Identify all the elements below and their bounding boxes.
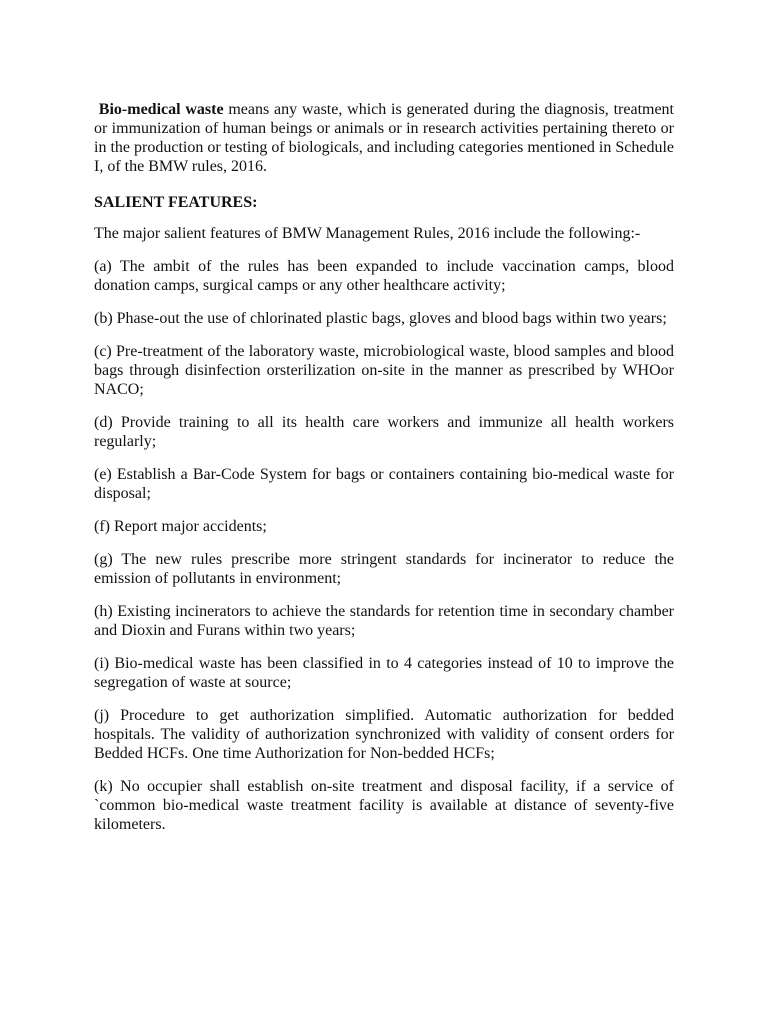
feature-item-c: (c) Pre-treatment of the laboratory waste, microbiological waste, blood samples and blood bags through disinfection orsterilization on-site in the manner as prescribed by WHOor NACO; <box>94 343 674 398</box>
feature-item-b: (b) Phase-out the use of chlorinated plastic bags, gloves and blood bags within two years; <box>94 310 667 327</box>
feature-item-j: (j) Procedure to get authorization simplified. Automatic authorization for bedded hospitals. The validity of authorization synchronized with validity of consent orders for Bedded HCFs. One time Authorization for Non-bedded HCFs; <box>94 707 674 762</box>
lead-paragraph: The major salient features of BMW Management Rules, 2016 include the following:- <box>94 225 641 242</box>
feature-item-f: (f) Report major accidents; <box>94 518 267 535</box>
feature-item-e: (e) Establish a Bar-Code System for bags or containers containing bio-medical waste for disposal; <box>94 466 674 502</box>
section-heading: SALIENT FEATURES: <box>94 194 258 211</box>
feature-item-a: (a) The ambit of the rules has been expanded to include vaccination camps, blood donation camps, surgical camps or any other healthcare activity; <box>94 258 674 294</box>
intro-text: means any waste, which is generated during the diagnosis, treatment or immunization of human beings or animals or in research activities pertaining thereto or in the production or testing of biologicals, and including categories mentioned in Schedule I, of the BMW rules, 2016. <box>94 101 674 175</box>
feature-item-g: (g) The new rules prescribe more stringent standards for incinerator to reduce the emission of pollutants in environment; <box>94 551 674 587</box>
feature-item-i: (i) Bio-medical waste has been classified in to 4 categories instead of 10 to improve the segregation of waste at source; <box>94 655 674 691</box>
intro-term: Bio-medical waste <box>98 101 224 118</box>
feature-item-k: (k) No occupier shall establish on-site treatment and disposal facility, if a service of `common bio-medical waste treatment facility is available at distance of seventy-five kilometers. <box>94 778 674 833</box>
feature-item-h: (h) Existing incinerators to achieve the standards for retention time in secondary chamber and Dioxin and Furans within two years; <box>94 603 674 639</box>
intro-paragraph <box>94 100 674 176</box>
document-page <box>94 100 674 848</box>
feature-item-d: (d) Provide training to all its health care workers and immunize all health workers regularly; <box>94 414 674 450</box>
